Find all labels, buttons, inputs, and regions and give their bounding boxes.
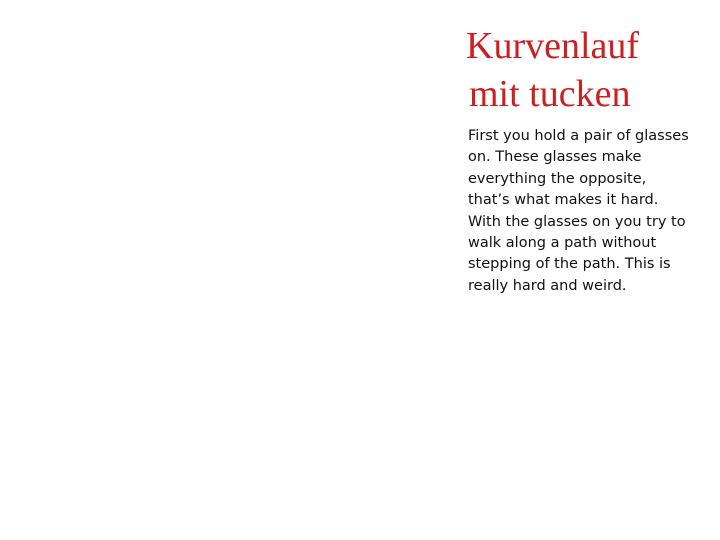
slide-title bbox=[466, 22, 711, 118]
slide-body-text bbox=[468, 126, 713, 297]
body-line: First you hold a pair of glasses bbox=[468, 128, 689, 144]
slide-title-line: mit tucken bbox=[469, 73, 631, 115]
body-line: that’s what makes it hard. bbox=[468, 192, 659, 209]
body-line: really hard and weird. bbox=[468, 277, 627, 294]
body-line: With the glasses on you try to bbox=[468, 213, 686, 230]
body-line: walk along a path without bbox=[468, 235, 657, 252]
body-line: everything the opposite, bbox=[468, 170, 647, 187]
slide-title-line: Kurvenlauf bbox=[466, 25, 640, 67]
body-line: stepping of the path. This is bbox=[468, 256, 671, 273]
body-line: on. These glasses make bbox=[468, 149, 642, 166]
